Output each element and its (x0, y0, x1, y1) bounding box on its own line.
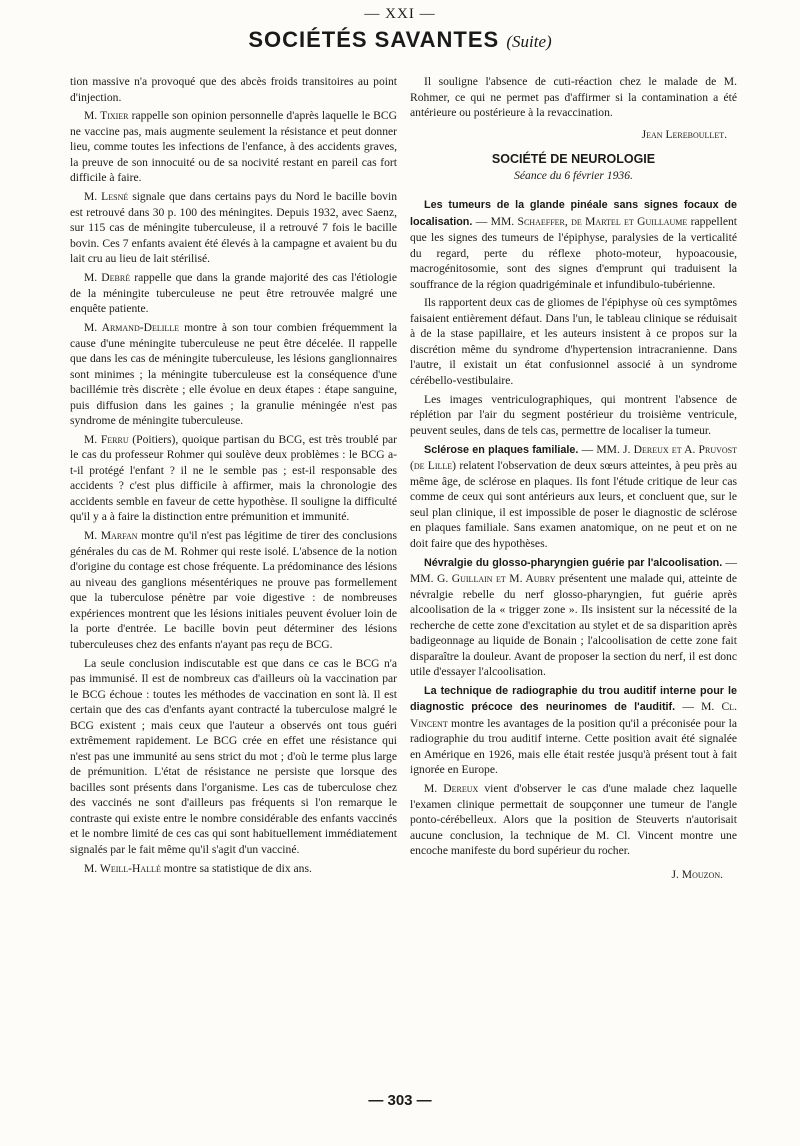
signature: J. Mouzon. (671, 867, 723, 881)
speaker-name: M. Dereux (424, 782, 479, 796)
speaker-name: M. Lesné (84, 190, 129, 204)
speaker-name: M. Debré (84, 271, 131, 285)
paragraph-text: (Poitiers), quoique partisan du BCG, est très troublé par le cas du professeur Rohmer qui soulève deux problèmes : le BCG a-t-il protégé l'enfant ? il ne le semble pas ; est-il responsable des accidents ? c'est plus difficile à affirmer, mais la chronologie des accidents semble en faveur de cette hypothèse. Il souligne la difficulté qu'il y a à faire la distinction entre prémunition et immunité. (70, 432, 397, 524)
paragraph: tion massive n'a provoqué que des abcès froids transitoires au point d'injection. (70, 75, 397, 104)
paragraph-text: signale que dans certains pays du Nord le bacille bovin est retrouvé dans 30 p. 100 des méningites. Depuis 1932, avec Saenz, sur 115 cas de méningite tuberculeuse, il a retrouvé 7 fois le bacille bovin. Ces 7 enfants avaient été élevés à la campagne et avaient bu du lait cru au lieu de lait stérilisé. (70, 190, 398, 266)
abstract (410, 555, 737, 680)
section-title-text: SOCIÉTÉS SAVANTES (248, 27, 500, 52)
paragraph (410, 781, 737, 859)
paragraph-text: montre à son tour combien fréquemment la cause d'une méningite tuberculeuse ne peut être décelée. Il rappelle que dans les cas de méningite tuberculeuse, les lésions ganglionnaires sont minimes ; la méningite tuberculeuse est la conséquence d'une bacillémie très discrète ; elle évolue en deux étapes : étape sanguine, puis diffusion dans les gaines ; la granulie méningée n'est pas syndrome de méningite tuberculeuse. (70, 321, 397, 428)
authors: — MM. G. Guillain et M. Aubry (410, 555, 737, 586)
abstract (410, 442, 737, 552)
authors: — MM. J. Dereux et A. Pruvost (de Lille) (410, 442, 737, 473)
abstract (410, 197, 737, 292)
abstract-text: relatent l'observation de deux sœurs atteintes, à peu près au même âge, de sclérose en plaques. Ils font l'étude critique de leur cas comme de ceux qui sont antérieurs aux leurs, et concluent que, sur le seul plan clinique, il est impossible de poser le diagnostic de sclérose en plaques familiale. Sans examen anatomique, on ne peut et on ne doit faire que des hypothèses. (410, 459, 738, 550)
section-title (0, 27, 800, 53)
paragraph-text: rappelle son opinion personnelle d'après laquelle le BCG ne vaccine pas, mais augmente seulement la résistance et peut donner lieu, comme toutes les infections de l'enfance, à des accidents graves, la preuve de son innocuité ou de sa nocivité restant en pareil cas fort difficile à faire. (70, 109, 398, 185)
abstract-text: présentent une malade qui, atteinte de névralgie rebelle du nerf glosso-pharyngien, fut guérie après alcoolisation de la « trigger zone ». Ils insistent sur la nécessité de la recherche de cette zone d'excitation au stylet et de sa disparition après badigeonnage au liquide de Bonain ; l'alcoolisation de cette zone fait disparaître la douleur. Avant de proposer la section du nerf, il est donc utile d'essayer l'alcoolisation. (410, 572, 737, 679)
speaker-name: M. Armand-Delille (84, 321, 180, 335)
signature: Jean Lereboullet. (641, 127, 727, 141)
paragraph: Les images ventriculographiques, qui montrent l'absence de réplétion par l'air du segment postérieur du troisième ventricule, peuvent seules, dans de tels cas, permettre de localiser la tumeur. (410, 392, 737, 437)
left-column (70, 74, 397, 880)
speaker-name: M. Ferru (84, 432, 129, 446)
paragraph (70, 270, 397, 317)
speaker-name: M. Tixier (84, 109, 129, 123)
paragraph (70, 320, 397, 429)
right-column (410, 74, 737, 882)
abstract-text: rappellent que les signes des tumeurs de l'épiphyse, paralysies de la verticalité du regard, perte du réflexe photo-moteur, hypoacousie, macrogénitosomie, sont des signes d'emprunt qui traduisent la souffrance de la région quadrigéminale et infundibulo-tubérienne. (410, 214, 737, 291)
paragraph: Il souligne l'absence de cuti-réaction chez le malade de M. Rohmer, ce qui ne permet pas d'affirmer si la contamination a été antérieure ou postérieure à la revaccination. (410, 75, 737, 119)
paragraph-text: montre qu'il n'est pas légitime de tirer des conclusions générales du cas de M. Rohmer qui reste isolé. L'absence de la notion d'origine du contage est chose fréquente. La prédominance des lésions au niveau des ganglions mésentériques ne prouve pas formellement que la tuberculose pénètre par voie digestive : de nombreuses expériences montrent que les lésions initiales peuvent évoluer loin de la porte d'entrée. Le bacille bovin peut déterminer des lésions tuberculeuses chez des enfants n'ayant pas reçu de BCG. (70, 529, 397, 651)
paragraph (70, 432, 397, 525)
paragraph-text: montre sa statistique de dix ans. (163, 861, 312, 875)
abstract-title: Sclérose en plaques familiale. (424, 443, 579, 456)
abstract (410, 683, 737, 778)
paragraph: Ils rapportent deux cas de gliomes de l'épiphyse où ces symptômes faisaient entièrement défaut. Dans l'un, le tableau clinique se réduisait à de la stase papillaire, et les auteurs insistent à ce propos sur la discrétion même du syndrome d'hypertension intracranienne. Dans l'autre, il existait un état confusionnel associé à un syndrome cérébello-vestibulaire. (410, 296, 737, 387)
society-heading: SOCIÉTÉ DE NEUROLOGIE (491, 152, 656, 166)
speaker-name: M. Weill-Hallé (84, 861, 161, 875)
paragraph (70, 189, 397, 267)
speaker-name: M. Marfan (84, 529, 138, 543)
abstract-title: La technique de radiographie du trou auditif interne pour le diagnostic précoce des neurinomes de l'auditif. (410, 684, 737, 714)
session-date: Séance du 6 février 1936. (514, 168, 633, 182)
authors: — MM. Schaeffer, de Martel et Guillaume (475, 214, 688, 228)
abstract-text: montre les avantages de la position qu'il a préconisée pour la radiographie du trou auditif interne. Cette position avait été signalée en Amérique en 1926, mais elle était restée jusqu'à présent tout à fait ignorée en Europe. (410, 716, 737, 777)
roman-page-number: — XXI — (364, 6, 436, 22)
paragraph-text: vient d'observer le cas d'une malade chez laquelle l'examen clinique permettait de soupçonner une tumeur de l'angle ponto-cérébelleux. Alors que la position de Steuverts n'autorisait aucune conclusion, la technique de M. Cl. Vincent montre une encoche manifeste du bord supérieur du rocher. (410, 782, 737, 858)
paragraph (70, 861, 397, 877)
abstract-title: Les tumeurs de la glande pinéale sans signes focaux de localisation. (410, 199, 737, 228)
paragraph (70, 108, 397, 186)
authors: — M. Cl. Vincent (410, 700, 737, 730)
page-header (0, 6, 800, 53)
paragraph (70, 528, 397, 652)
paragraph: La seule conclusion indiscutable est que dans ce cas le BCG n'a pas immunisé. Il est de nombreux cas d'ailleurs où la vaccination par le BCG échoue : toutes les méthodes de vaccination en sont là. Il est certain que des cas d'enfants ayant contracté la tuberculose malgré le BCG existent ; mais ceux que l'auteur a observés ont tous guéri extrêmement rapidement. Le BCG crée en effet une résistance qui n'est pas une immunité au sens strict du mot ; d'où le terme plus large de prémunition. L'état de résistance ne persiste que lorsque des bacilles sont présents dans l'organisme. Les cas de tuberculose chez des vaccinés ne sont d'ailleurs pas fréquents si l'on remarque le contraste qui existe entre le nombre considérable des enfants vaccinés et le nombre limité de ces cas qui sont habituellement immédiatement signalés par le fait même qu'il s'agit d'un vacciné. (70, 656, 397, 856)
section-title-suite: (Suite) (506, 32, 552, 51)
paragraph-text: rappelle que dans la grande majorité des cas l'étiologie de la méningite tuberculeuse ne peut être retrouvée malgré une enquête patiente. (70, 271, 397, 316)
abstract-title: Névralgie du glosso-pharyngien guérie par l'alcoolisation. (424, 556, 723, 569)
page-number: — 303 — (368, 1092, 432, 1109)
